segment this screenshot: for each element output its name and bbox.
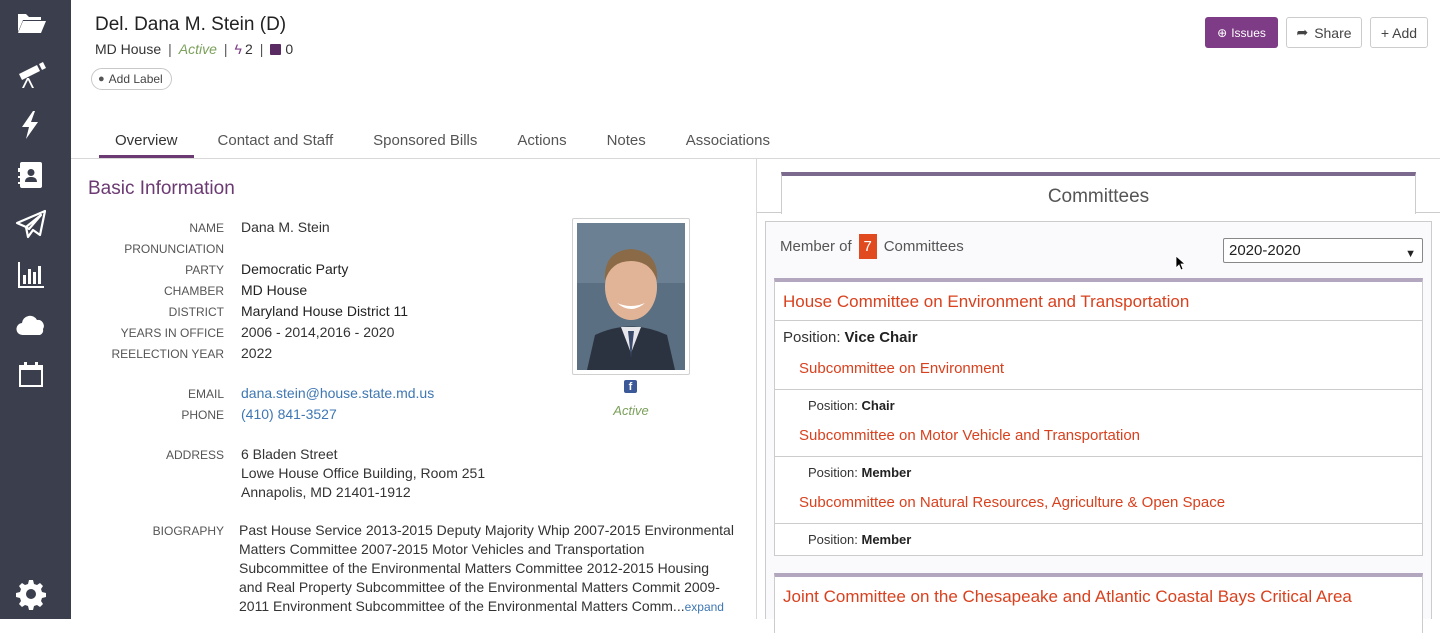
position-value: Vice Chair [844,329,918,346]
add-label-text: Add Label [108,72,163,86]
pronunciation-label: PRONUNCIATION [124,242,224,256]
email-link[interactable]: dana.stein@house.state.md.us [241,385,435,401]
address-line-3: Annapolis, MD 21401-1912 [241,484,411,500]
folder-open-icon[interactable] [13,5,49,41]
paper-plane-icon[interactable] [13,207,49,243]
name-label: NAME [189,221,224,235]
member-of-text: Member of [780,238,852,255]
telescope-icon[interactable] [13,56,49,92]
share-label: Share [1314,24,1352,41]
subcommittee-title[interactable]: Subcommittee on Natural Resources, Agriculture & Open Space [799,494,1226,511]
subcommittee-row [775,523,1422,555]
position-label: Position: [808,398,858,413]
party-label: PARTY [185,263,224,277]
separator: | [259,41,264,57]
divider [756,158,757,619]
address-line-1: 6 Bladen Street [241,446,338,462]
committee-card [774,278,1423,556]
years-value: 2006 - 2014,2016 - 2020 [241,324,395,340]
tab-overview[interactable]: Overview [99,128,194,158]
biography-body: Past House Service 2013-2015 Deputy Majority Whip 2007-2015 Environmental Matters Committee 2007-2015 Motor Vehicles and Transportation Subcommittee of the Environmental Matters Committee 2012-2015 Housing and Real Property Subcommittee of the Environmental Matters Commit 2009-2011 Environment Subcommittee of the Environmental Matters Comm... [239,522,734,614]
committees-tab[interactable]: Committees [781,172,1416,214]
basic-information-heading: Basic Information [88,178,235,199]
legislator-photo [572,218,690,375]
sidebar [0,0,71,619]
address-book-icon[interactable] [13,157,49,193]
issues-label: Issues [1231,25,1266,40]
gear-icon[interactable] [13,576,49,612]
status-text: Active [178,41,217,57]
portrait-image [577,223,685,370]
phone-label: PHONE [181,408,224,422]
reelection-value: 2022 [241,345,273,361]
facebook-icon[interactable]: f [624,380,637,393]
name-value: Dana M. Stein [241,219,330,235]
divider [1416,212,1440,213]
years-label: YEARS IN OFFICE [120,326,224,340]
issues-button[interactable] [1205,17,1278,48]
email-label: EMAIL [187,387,224,401]
bolt-count[interactable]: 2 [244,41,253,57]
chamber-label: CHAMBER [163,284,224,298]
tag-icon: ● [98,73,105,85]
phone-link[interactable]: (410) 841-3527 [241,406,337,422]
subcommittee-title[interactable]: Subcommittee on Environment [799,360,1005,377]
address-label: ADDRESS [165,448,224,462]
position-label: Position: [783,329,841,346]
chamber-value: MD House [241,282,308,298]
committee-card [774,573,1423,633]
bolt-icon: ϟ [234,41,242,57]
position-value: Member [861,465,912,480]
district-value: Maryland House District 11 [241,303,409,319]
committee-title[interactable]: Joint Committee on the Chesapeake and Atlantic Coastal Bays Critical Area [783,587,1352,606]
position-label: Position: [808,465,858,480]
main-content [71,0,1440,619]
tab-sponsored-bills[interactable]: Sponsored Bills [373,132,478,149]
chamber-text: MD House [95,41,162,57]
bolt-icon[interactable] [13,107,49,143]
subcommittee-row [775,389,1422,456]
district-label: DISTRICT [168,305,224,319]
tab-contact-and-staff[interactable]: Contact and Staff [217,132,334,149]
share-icon: ➦ [1296,24,1309,40]
position-value: Member [861,532,912,547]
bar-chart-icon[interactable] [13,257,49,293]
party-value: Democratic Party [241,261,349,277]
photo-status: Active [613,403,649,418]
calendar-icon[interactable] [13,357,49,393]
address-line-2: Lowe House Office Building, Room 251 [241,465,486,481]
committees-panel [765,221,1432,619]
year-select[interactable] [1223,238,1423,263]
share-button[interactable] [1286,17,1362,48]
committee-count-badge: 7 [859,234,877,259]
note-count[interactable]: 0 [285,41,294,57]
cloud-icon[interactable] [13,307,49,343]
position-value: Chair [861,398,895,413]
divider [757,212,781,213]
year-select-value: 2020-2020 [1229,242,1301,259]
reelection-label: REELECTION YEAR [111,347,224,361]
committee-position-row [775,320,1422,389]
tab-notes[interactable]: Notes [606,132,646,149]
tab-actions[interactable]: Actions [517,132,567,149]
separator: | [168,41,172,57]
note-icon [270,44,281,55]
expand-link[interactable]: expand [684,600,724,614]
subcommittee-row [775,456,1422,523]
tab-associations[interactable]: Associations [685,132,770,149]
member-of-summary [780,234,964,259]
chevron-down-icon: ▼ [1405,248,1416,260]
add-button[interactable]: + Add [1370,17,1428,48]
committees-word: Committees [883,238,964,255]
biography-label: BIOGRAPHY [152,524,224,538]
field-labels [71,0,224,619]
mouse-cursor-icon [1175,255,1185,271]
page-title: Del. Dana M. Stein (D) [95,14,287,35]
plus-circle-icon: ⊕ [1217,25,1228,40]
position-label: Position: [808,532,858,547]
subcommittee-title[interactable]: Subcommittee on Motor Vehicle and Transportation [799,427,1141,444]
separator: | [223,41,228,57]
committee-title[interactable]: House Committee on Environment and Transportation [783,292,1190,311]
biography-text [239,521,736,617]
